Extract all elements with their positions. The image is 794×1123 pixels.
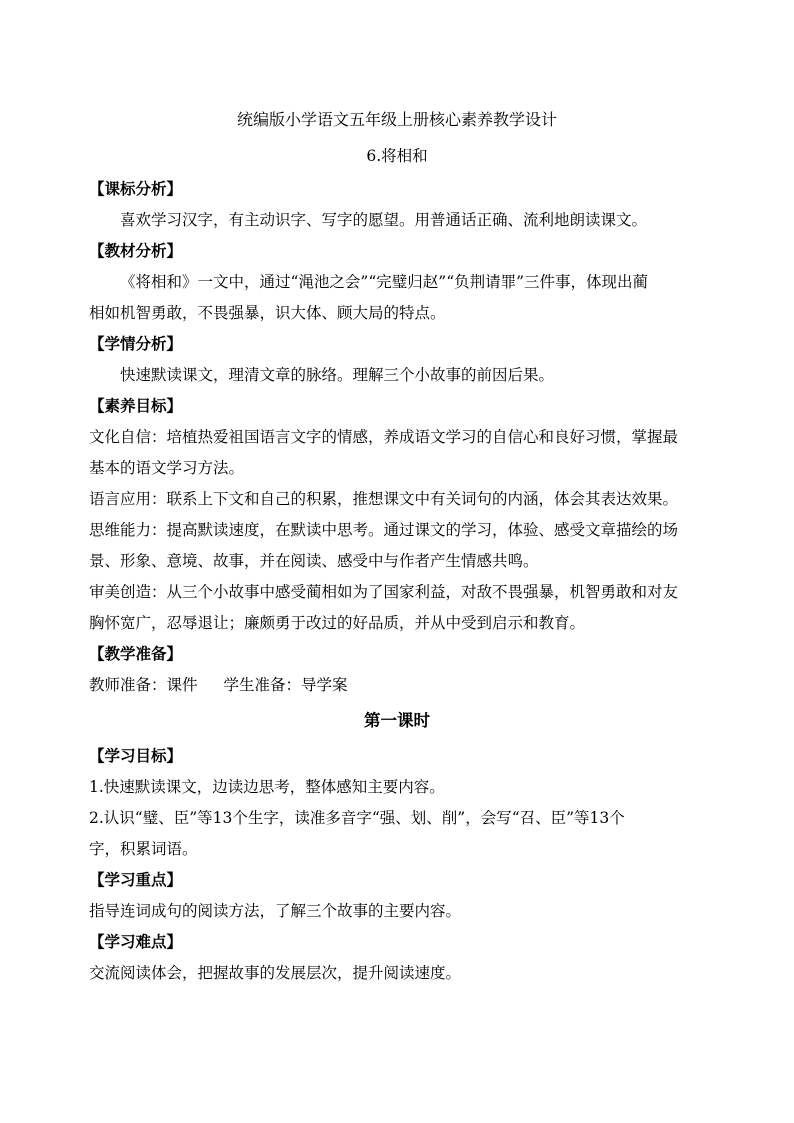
section-heading-goals: 【学习目标】 <box>89 747 183 765</box>
lesson-title: 第一课时 <box>364 711 430 730</box>
paragraph-line: 文化自信：培植热爱祖国语言文字的情感，养成语文学习的自信心和良好习惯，掌握最 <box>89 428 679 446</box>
paragraph-line: 喜欢学习汉字，有主动识字、写字的愿望。用普通话正确、流利地朗读课文。 <box>120 211 648 229</box>
paragraph-line: 《将相和》一文中，通过“渑池之会”“完璧归赵”“负荆请罪”三件事，体现出蔺 <box>120 273 649 291</box>
teacher-preparation: 教师准备：课件 <box>89 676 198 694</box>
paragraph-line: 交流阅读体会，把握故事的发展层次，提升阅读速度。 <box>89 964 462 982</box>
preparation-line <box>89 670 705 701</box>
section-heading-difficulty: 【学习难点】 <box>89 933 183 951</box>
section-heading-curriculum: 【课标分析】 <box>89 180 183 198</box>
paragraph-line: 字，积累词语。 <box>89 840 198 858</box>
paragraph-line: 审美创造：从三个小故事中感受蔺相如为了国家利益，对敌不畏强暴，机智勇敢和对友 <box>89 583 679 601</box>
paragraph-line: 基本的语文学习方法。 <box>89 459 245 477</box>
paragraph-line: 思维能力：提高默读速度，在默读中思考。通过课文的学习，体验、感受文章描绘的场 <box>89 521 679 539</box>
section-heading-textbook: 【教材分析】 <box>89 242 183 260</box>
paragraph-line: 相如机智勇敢，不畏强暴，识大体、顾大局的特点。 <box>89 304 446 322</box>
student-preparation: 学生准备：导学案 <box>223 676 348 694</box>
section-heading-focus: 【学习重点】 <box>89 871 183 889</box>
paragraph-line: 1.快速默读课文，边读边思考，整体感知主要内容。 <box>89 778 445 796</box>
paragraph-line: 胸怀宽广，忍辱退让；廉颇勇于改过的好品质，并从中受到启示和教育。 <box>89 614 586 632</box>
document-title: 统编版小学语文五年级上册核心素养教学设计 <box>236 110 557 129</box>
paragraph-line: 快速默读课文，理清文章的脉络。理解三个小故事的前因后果。 <box>120 366 555 384</box>
paragraph-line: 指导连词成句的阅读方法，了解三个故事的主要内容。 <box>89 902 462 920</box>
section-heading-literacy: 【素养目标】 <box>89 397 183 415</box>
paragraph-line: 景、形象、意境、故事，并在阅读、感受中与作者产生情感共鸣。 <box>89 552 539 570</box>
paragraph-line: 2.认识“璧、臣”等13个生字，读准多音字“强、划、削”，会写“召、臣”等13个 <box>89 809 625 827</box>
section-heading-preparation: 【教学准备】 <box>89 645 183 663</box>
document-subtitle: 6.将相和 <box>366 147 428 165</box>
section-heading-learner: 【学情分析】 <box>89 335 183 353</box>
paragraph-line: 语言应用：联系上下文和自己的积累，推想课文中有关词句的内涵，体会其表达效果。 <box>89 490 679 508</box>
document-page <box>89 102 705 989</box>
